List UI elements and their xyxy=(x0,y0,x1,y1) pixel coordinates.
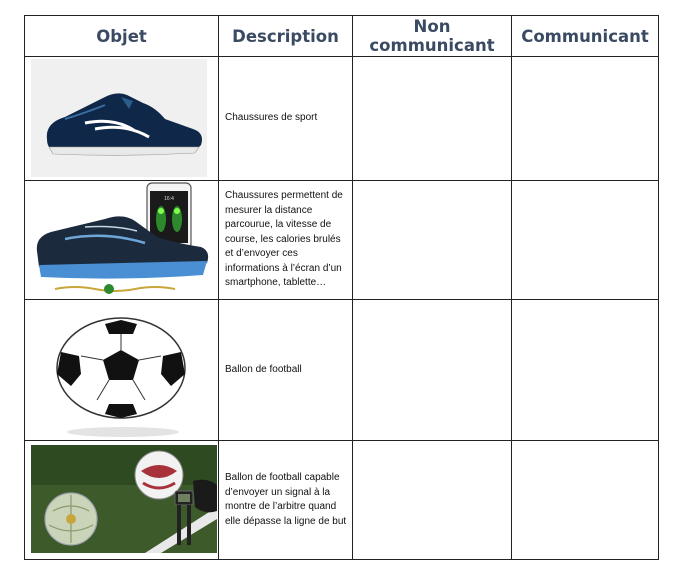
communicant-cell[interactable] xyxy=(512,441,659,560)
object-cell xyxy=(25,300,219,441)
communicant-cell[interactable] xyxy=(512,181,659,300)
description-cell: Chaussures de sport xyxy=(219,57,353,181)
non-communicant-cell[interactable] xyxy=(353,300,512,441)
table-row xyxy=(25,57,659,181)
running-shoe-image xyxy=(25,57,218,180)
object-cell xyxy=(25,57,219,181)
header-objet: Objet xyxy=(25,16,219,57)
description-cell: Ballon de football xyxy=(219,300,353,441)
header-row xyxy=(25,16,659,57)
phone-screen-text: 16:4 xyxy=(164,196,174,202)
object-cell xyxy=(25,181,219,300)
non-communicant-cell[interactable] xyxy=(353,441,512,560)
objects-table xyxy=(24,15,659,560)
header-description: Description xyxy=(219,16,353,57)
description-cell: Ballon de football capable d’envoyer un signal à la montre de l’arbitre quand elle dépasse la ligne de but xyxy=(219,441,353,560)
header-non-communicant: Non communicant xyxy=(353,16,512,57)
object-cell xyxy=(25,441,219,560)
connected-shoe-with-smartphone-image xyxy=(25,181,218,299)
non-communicant-cell[interactable] xyxy=(353,181,512,300)
non-communicant-cell[interactable] xyxy=(353,57,512,181)
soccer-ball-image xyxy=(25,300,218,440)
description-cell: Chaussures permettent de mesurer la distance parcourue, la vitesse de course, les calories brulés et d’envoyer ces informations à l’écran d’un smartphone, tablette… xyxy=(219,181,353,300)
connected-ball-and-referee-watch-image xyxy=(25,441,218,559)
table-row xyxy=(25,300,659,441)
communicant-cell[interactable] xyxy=(512,57,659,181)
table-row xyxy=(25,441,659,560)
header-communicant: Communicant xyxy=(512,16,659,57)
communicant-cell[interactable] xyxy=(512,300,659,441)
table-row xyxy=(25,181,659,300)
